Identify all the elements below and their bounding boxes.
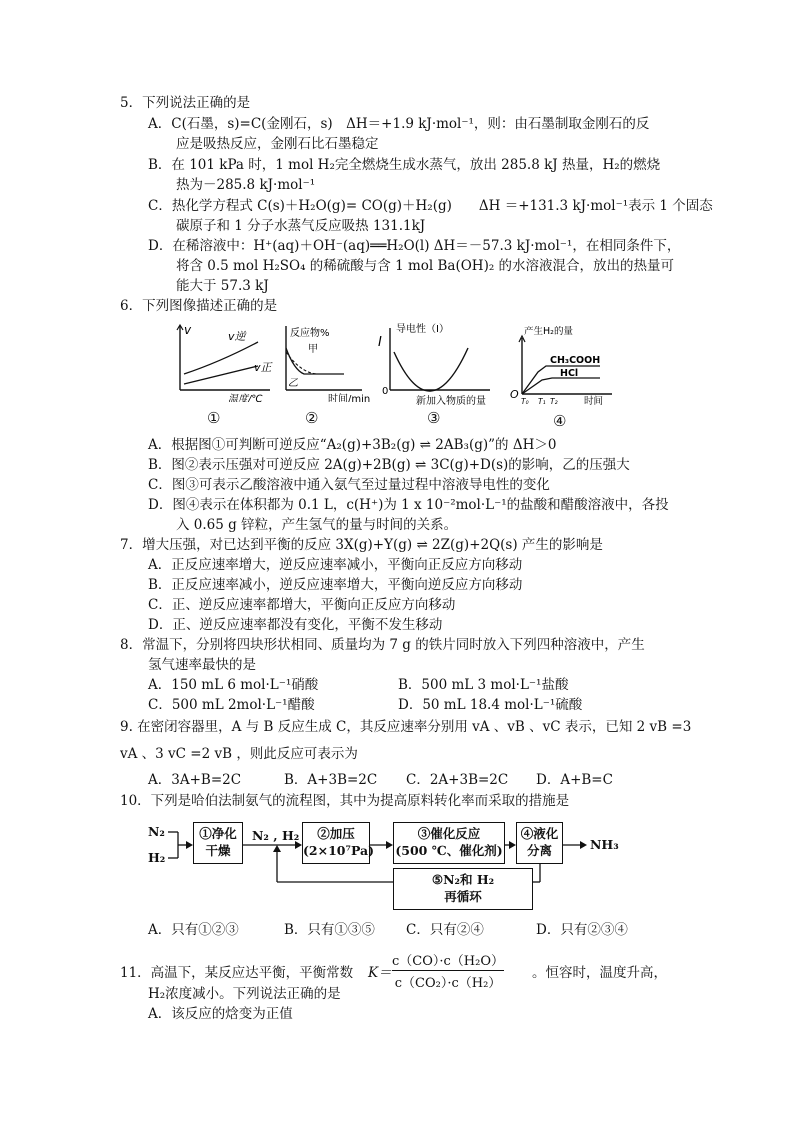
flow-box-recycle-line2: 再循环: [444, 889, 482, 904]
q7-option-c: C．正、逆反应速率都增大，平衡向正反应方向移动: [148, 597, 456, 613]
fig4-origin: O: [510, 388, 519, 401]
q5-option-c: C．热化学方程式 C(s)＋H₂O(g)= CO(g)＋H₂(g) ΔH ＝+131.3 kJ·mol⁻¹表示 1 个固态: [148, 198, 713, 214]
fig4-xlabel: 时间: [584, 396, 604, 406]
flow-box-purify-line1: ①净化: [199, 826, 237, 841]
flow-box-purify: [193, 822, 243, 864]
fig1-curve1-label: v逆: [228, 330, 246, 343]
fig1-ylabel: v: [184, 323, 192, 337]
fig2-curve1-label: 甲: [308, 344, 318, 355]
flow-input-h2: H₂: [148, 850, 166, 865]
flow-box-pressurize: [302, 822, 375, 864]
q5-option-a: A．C(石墨，s)=C(金刚石，s) ΔH＝+1.9 kJ·mol⁻¹，则：由石墨制取金刚石的反: [148, 116, 650, 132]
flow-box-recycle: [393, 868, 533, 910]
q5-option-d-cont: 将含 0.5 mol H₂SO₄ 的稀硫酸与含 1 mol Ba(OH)₂ 的水溶液混合，放出的热量可: [176, 258, 675, 274]
fig4-t2: T₂: [550, 397, 558, 406]
q7-option-d: D．正、逆反应速率都没有变化，平衡不发生移动: [148, 617, 443, 633]
q7-stem: 7．增大压强，对已达到平衡的反应 3X(g)+Y(g) ⇌ 2Z(g)+2Q(s) 产生的影响是: [120, 537, 603, 553]
q11-equilibrium-fraction: [392, 950, 504, 991]
flow-mid-label: N₂ , H₂: [252, 828, 300, 843]
flow-box-catalysis-line1: ③催化反应: [417, 826, 481, 841]
fig2-number: ②: [305, 409, 319, 427]
fig4-number: ④: [553, 412, 567, 430]
q11-stem-tail: 。恒容时，温度升高，: [532, 965, 667, 981]
figure-3: [378, 322, 498, 406]
q7-option-a: A．正反应速率增大，逆反应速率减小，平衡向正反应方向移动: [148, 557, 523, 573]
fig2-xlabel: 时间/min: [328, 394, 371, 402]
q8-option-c: C．500 mL 2mol·L⁻¹醋酸: [148, 697, 315, 713]
figure-2: [282, 322, 377, 402]
q10-option-d: D．只有②③④: [536, 922, 628, 938]
q11-k-symbol: K＝: [368, 965, 392, 981]
fig4-t0: T₀: [521, 397, 529, 406]
q6-option-b: B．图②表示压强对可逆反应 2A(g)+2B(g) ⇌ 3C(g)+D(s)的影响，乙的压强大: [148, 457, 630, 473]
q5-option-d: D．在稀溶液中：H⁺(aq)＋OH⁻(aq)══H₂O(l) ΔH＝－57.3 kJ·mol⁻¹，在相同条件下，: [148, 238, 681, 254]
flow-box-purify-line2: 干燥: [205, 843, 231, 858]
q10-option-b: B．只有①③⑤: [284, 922, 375, 938]
flow-box-pressurize-line1: ②加压: [317, 826, 355, 841]
flow-box-catalysis: [393, 822, 505, 864]
q8-option-b: B．500 mL 3 mol·L⁻¹盐酸: [398, 677, 569, 693]
fig1-number: ①: [207, 409, 221, 427]
q10-option-a: A．只有①②③: [148, 922, 239, 938]
q8-stem-cont: 氢气速率最快的是: [148, 657, 256, 673]
fig4-curve-hcl: [522, 378, 600, 394]
fig3-ylabel: 导电性（I）: [396, 324, 449, 335]
fig3-curve: [394, 348, 468, 391]
fig4-t1: T₁: [538, 397, 546, 406]
flow-input-n2: N₂: [148, 824, 165, 839]
q6-option-d-cont: 入 0.65 g 锌粒，产生氢气的量与时间的关系。: [176, 517, 458, 533]
q8-option-a: A．150 mL 6 mol·L⁻¹硝酸: [148, 677, 319, 693]
flow-box-recycle-line1: ⑤N₂和 H₂: [431, 872, 495, 887]
q11-fraction-numerator: c（CO）·c（H₂O）: [392, 954, 505, 969]
fig4-curve2-label: HCl: [560, 368, 579, 379]
flow-box-liquefy: [516, 822, 563, 864]
q6-stem: 6．下列图像描述正确的是: [120, 298, 278, 314]
fig4-ylabel: 产生H₂的量: [524, 326, 573, 337]
fig3-xlabel: 新加入物质的量: [416, 396, 486, 406]
q5-option-b: B．在 101 kPa 时，1 mol H₂完全燃烧生成水蒸气，放出 285.8 kJ 热量，H₂的燃烧: [148, 157, 661, 173]
q9-option-a: A．3A+B=2C: [148, 772, 242, 788]
q9-stem: 9. 在密闭容器里，A 与 B 反应生成 C，其反应速率分别用 vA 、vB 、vC 表示，已知 2 vB =3: [120, 719, 692, 735]
q7-option-b: B．正反应速率减小，逆反应速率增大，平衡向逆反应方向移动: [148, 577, 523, 593]
fig2-curve2-label: 乙: [288, 378, 298, 389]
fig4-curve1-label: CH₃COOH: [550, 355, 601, 366]
q8-stem: 8．常温下，分别将四块形状相同、质量均为 7 g 的铁片同时放入下列四种溶液中，产生: [120, 637, 645, 653]
fig1-curve-v-forward: [184, 366, 258, 384]
q10-stem: 10．下列是哈伯法制氨气的流程图，其中为提高原料转化率而采取的措施是: [120, 793, 570, 809]
q11-fraction-denominator: c（CO₂）·c（H₂）: [394, 976, 502, 991]
q5-stem: 5．下列说法正确的是: [120, 95, 251, 111]
q5-option-b-cont: 热为－285.8 kJ·mol⁻¹: [176, 177, 316, 193]
figure-4: [508, 326, 618, 406]
q11-option-a: A．该反应的焓变为正值: [148, 1006, 293, 1022]
q9-stem-cont: vA 、3 vC =2 vB ，则此反应可表示为: [120, 746, 358, 762]
q6-option-d: D．图④表示在体积都为 0.1 L，c(H⁺)为 1 x 10⁻²mol·L⁻¹的盐酸和醋酸溶液中，各投: [148, 497, 669, 513]
q10-option-c: C．只有②④: [406, 922, 484, 938]
q11-stem: 11．高温下，某反应达平衡，平衡常数: [120, 965, 354, 981]
q11-stem-cont: H₂浓度减小。下列说法正确的是: [148, 986, 341, 1002]
flow-box-liquefy-line2: 分离: [526, 843, 552, 858]
q8-option-d: D．50 mL 18.4 mol·L⁻¹硫酸: [398, 697, 583, 713]
fig1-curve2-label: v正: [254, 361, 272, 374]
fig3-origin: 0: [382, 386, 389, 397]
q6-option-a: A．根据图①可判断可逆反应“A₂(g)+3B₂(g) ⇌ 2AB₃(g)”的 ΔH＞0: [148, 437, 557, 453]
flow-box-catalysis-line2: (500 ℃、催化剂): [395, 843, 503, 858]
q5-option-d-cont2: 能大于 57.3 kJ: [176, 278, 269, 294]
fig1-xlabel: 温度/℃: [228, 394, 263, 402]
q5-option-c-cont: 碳原子和 1 分子水蒸气反应吸热 131.1kJ: [176, 218, 426, 234]
q9-option-b: B．A+3B=2C: [284, 772, 378, 788]
flow-output-nh3: NH₃: [590, 837, 619, 852]
fig2-curve-b: [286, 352, 316, 374]
q5-option-a-cont: 应是吸热反应，金刚石比石墨稳定: [176, 136, 379, 152]
flow-box-liquefy-line1: ④液化: [520, 826, 559, 841]
fig3-yaxis: I: [378, 335, 382, 350]
figure-1: [170, 322, 275, 402]
flow-box-pressurize-line2: (2×10⁷Pa): [303, 843, 375, 858]
q9-option-c: C．2A+3B=2C: [406, 772, 509, 788]
fig3-number: ③: [427, 409, 441, 427]
fig2-ylabel: 反应物%: [290, 328, 330, 339]
q6-option-c: C．图③可表示乙酸溶液中通入氨气至过量过程中溶液导电性的变化: [148, 477, 550, 493]
q9-option-d: D．A+B=C: [536, 772, 613, 788]
